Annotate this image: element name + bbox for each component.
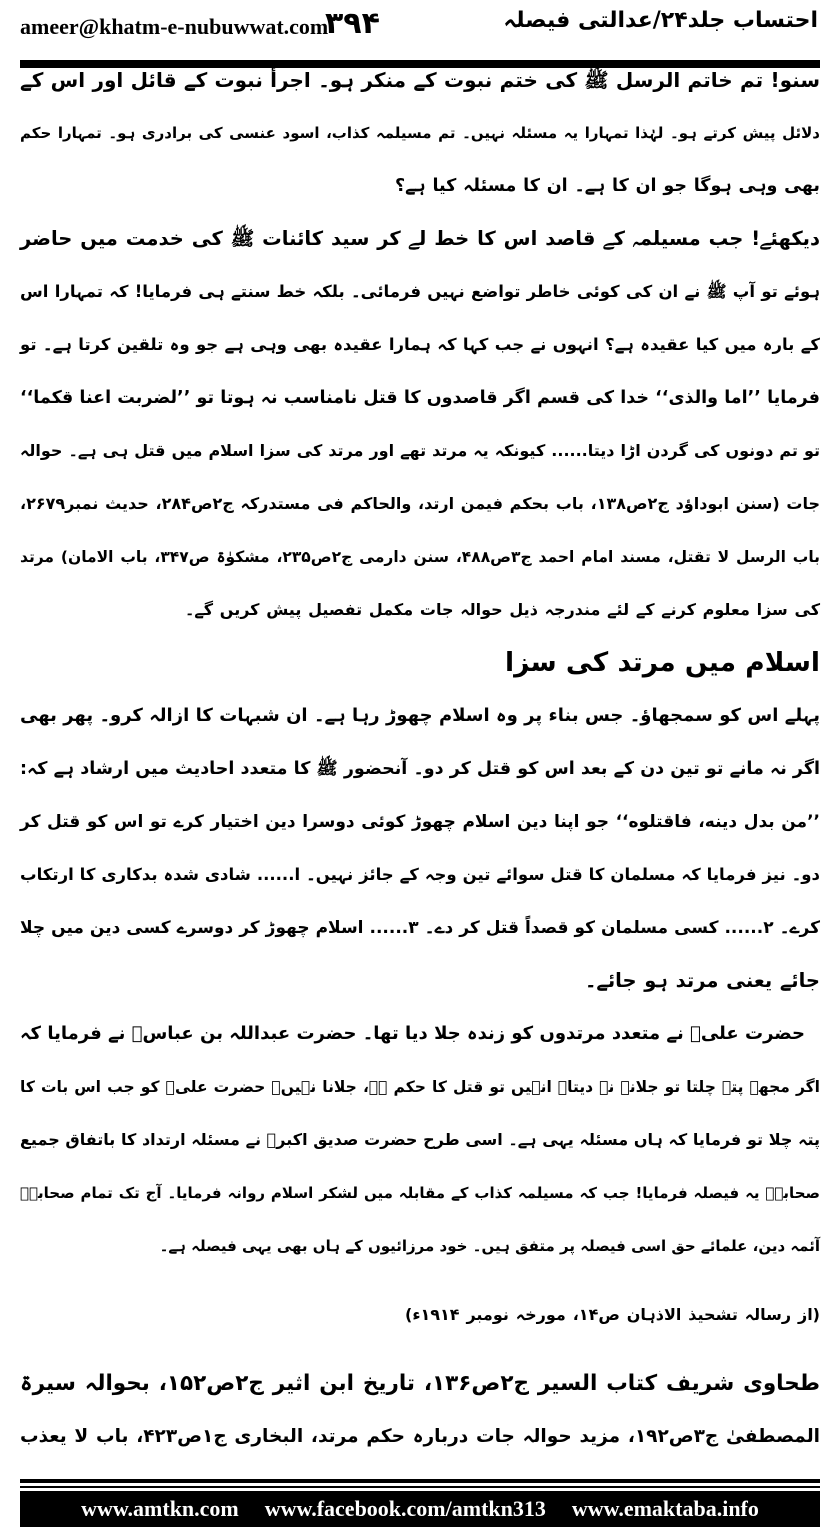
text-line: بھی وہی ہوگا جو ان کا ہے۔ ان کا مسئلہ کیا ہے؟ bbox=[395, 176, 820, 196]
text-line: کرے۔ ۲...... کسی مسلمان کو قصداً قتل کر دے۔ ۳...... اسلام چھوڑ کر دوسرے کسی دین میں چلا bbox=[20, 918, 820, 938]
page-number: ۳۹۴ bbox=[325, 6, 380, 41]
text-line: جائے یعنی مرتد ہو جائے۔ bbox=[585, 969, 820, 992]
text-line: ہوئے تو آپ ﷺ نے ان کی کوئی خاطر تواضع نہیں فرمائی۔ بلکہ خط سنتے ہی فرمایا! کہ تمہارا اس bbox=[20, 282, 820, 301]
text-line: دیکھئے! جب مسیلمہ کے قاصد اس کا خط لے کر سید کائنات ﷺ کی خدمت میں حاضر bbox=[20, 227, 820, 250]
text-line: تو تم دونوں کی گردن اڑا دیتا...... کیونکہ یہ مرتد تھے اور مرتد کی سزا اسلام میں قتل ہی ہے۔ حوالہ bbox=[20, 441, 820, 460]
footer-link-emaktaba[interactable]: www.emaktaba.info bbox=[571, 1496, 759, 1521]
text-line: صحابہؓ یہ فیصلہ فرمایا! جب کہ مسیلمہ کذاب کے مقابلہ میں لشکر اسلام روانہ فرمایا۔ آج تک تمام صحابہؓ bbox=[20, 1184, 820, 1202]
text-line: اگر نہ مانے تو تین دن کے بعد اس کو قتل کر دو۔ آنحضور ﷺ کا متعدد احادیث میں ارشاد ہے کہ: bbox=[20, 759, 820, 779]
footer-rule-thin bbox=[20, 1486, 820, 1488]
text-line: کے بارہ میں کیا عقیدہ ہے؟ انہوں نے جب کہا کہ ہمارا عقیدہ بھی وہی ہے جو وہ تلقین کرتا ہے۔ تو bbox=[20, 335, 820, 354]
footer-link-amtkn[interactable]: www.amtkn.com bbox=[81, 1496, 239, 1521]
text-line: کی سزا معلوم کرنے کے لئے مندرجہ ذیل حوالہ جات مکمل تفصیل پیش کریں گے۔ bbox=[185, 600, 820, 619]
footer-rule bbox=[20, 1479, 820, 1483]
text-line: طحاوی شریف کتاب السیر ج۲ص۱۳۶، تاریخ ابن اثیر ج۲ص۱۵۲، بحوالہ سیرۃ bbox=[20, 1371, 820, 1396]
section-heading: اسلام میں مرتد کی سزا bbox=[505, 647, 820, 678]
text-line: حضرت علیؓ نے متعدد مرتدوں کو زندہ جلا دیا تھا۔ حضرت عبداللہ بن عباسؓ نے فرمایا کہ bbox=[20, 1023, 805, 1044]
text-line: دلائل پیش کرتے ہو۔ لہٰذا تمہارا یہ مسئلہ نہیں۔ تم مسیلمہ کذاب، اسود عنسی کی برادری ہو۔ تمہارا حکم bbox=[20, 124, 820, 142]
text-line: پہلے اس کو سمجھاؤ۔ جس بناء پر وہ اسلام چھوڑ رہا ہے۔ ان شبہات کا ازالہ کرو۔ پھر بھی bbox=[20, 705, 820, 726]
text-line: پتہ چلا تو فرمایا کہ ہاں مسئلہ یہی ہے۔ اسی طرح حضرت صدیق اکبرؓ نے مسئلہ ارتداد کا باتفاق جمیع bbox=[20, 1130, 820, 1149]
header-email: ameer@khatm-e-nubuwwat.com bbox=[20, 14, 329, 39]
text-line: فرمایا ’’اما والذی‘‘ خدا کی قسم اگر قاصدوں کا قتل نامناسب نہ ہوتا تو ’’لضربت اعنا قکما‘‘ bbox=[20, 388, 820, 408]
text-line: المصطفیٰ ج۳ص۱۹۲، مزید حوالہ جات دربارہ حکم مرتد، البخاری ج۱ص۴۲۳، باب لا یعذب bbox=[20, 1426, 820, 1447]
footer-link-facebook[interactable]: www.facebook.com/amtkn313 bbox=[264, 1496, 546, 1521]
footer-bar bbox=[20, 1491, 820, 1527]
text-line: ’’من بدل دینه، فاقتلوه‘‘ جو اپنا دین اسلام چھوڑ کوئی دوسرا دین اختیار کرے تو اس کو قتل کر bbox=[20, 812, 820, 832]
book-title: احتساب جلد۲۴/عدالتی فیصلہ bbox=[503, 8, 818, 33]
text-line: جات (سنن ابوداؤد ج۲ص۱۳۸، باب بحکم فیمن ارتد، والحاکم فی مستدرکہ ج۲ص۲۸۴، حدیث نمبر۲۶۷۹، bbox=[20, 494, 821, 513]
text-line: باب الرسل لا تقتل، مسند امام احمد ج۳ص۴۸۸، سنن دارمی ج۲ص۲۳۵، مشکوٰۃ ص۳۴۷، باب الامان) مرتد bbox=[20, 548, 820, 566]
text-line: آئمہ دین، علمائے حق اسی فیصلہ پر متفق ہیں۔ خود مرزائیوں کے ہاں بھی یہی فیصلہ ہے۔ bbox=[159, 1237, 820, 1255]
text-line: سنو! تم خاتم الرسل ﷺ کی ختم نبوت کے منکر ہو۔ اجرأ نبوت کے قائل اور اس کے bbox=[20, 68, 820, 92]
text-line: دو۔ نیز فرمایا کہ مسلمان کا قتل سوائے تین وجہ کے جائز نہیں۔ ا...... شادی شدہ بدکاری کا ارتکاب bbox=[20, 865, 820, 884]
text-line: (از رسالہ تشحیذ الاذہان ص۱۴، مورخہ نومبر ۱۹۱۴ء) bbox=[405, 1305, 820, 1324]
text-line: اگر مجھے پتہ چلتا تو جلانے نہ دیتا۔ انہیں تو قتل کا حکم ہے، جلانا نہیں۔ حضرت علیؓ کو جب اس بات کا bbox=[20, 1078, 820, 1096]
